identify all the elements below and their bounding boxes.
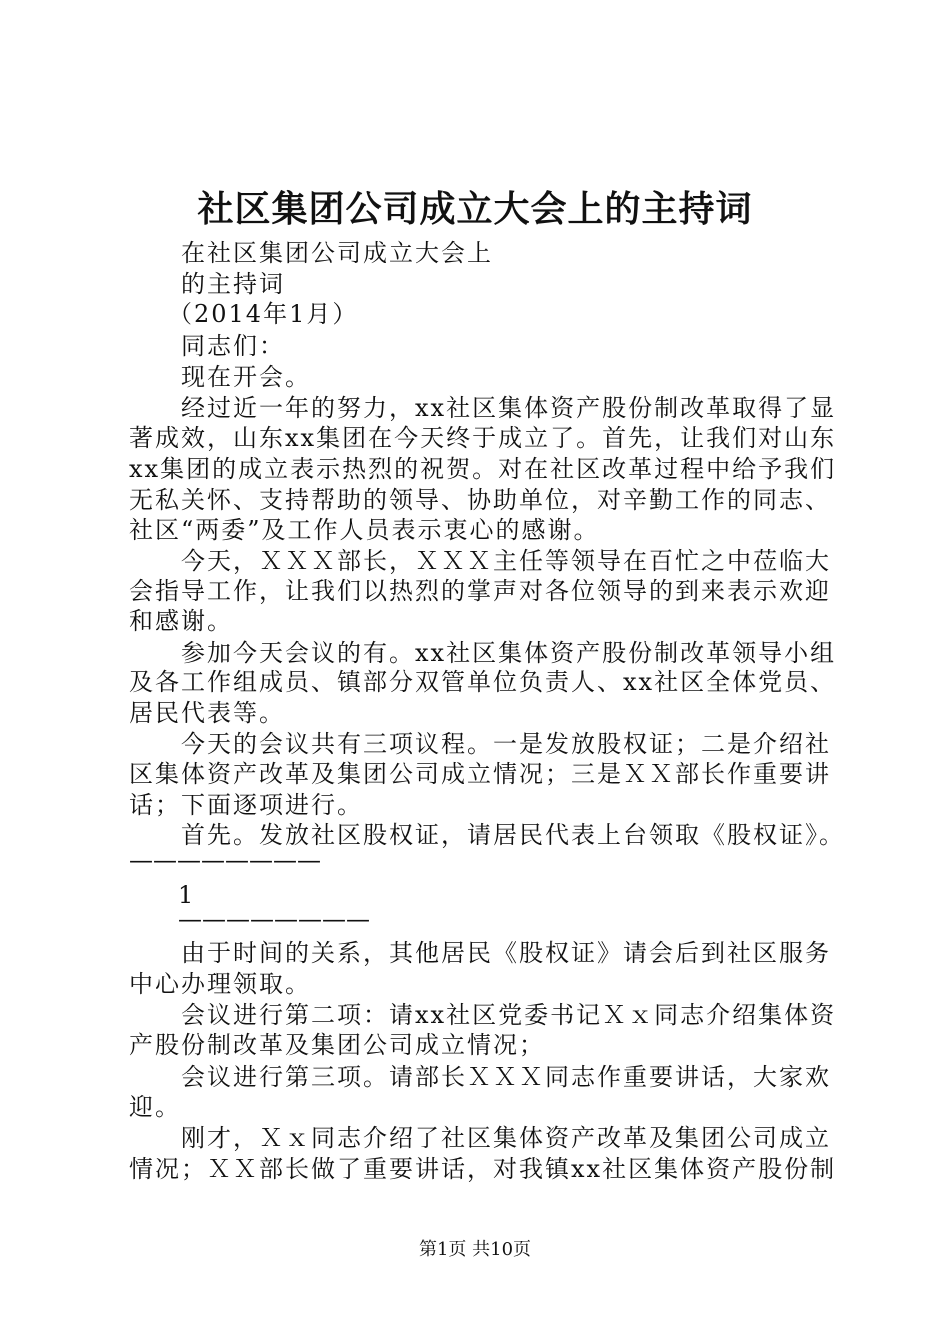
body-line: 社区“两委”及工作人员表示衷心的感谢。 (129, 516, 600, 544)
body-line: 首先。发放社区股权证，请居民代表上台领取《股权证》。 (181, 821, 845, 849)
body-line: 著成效，山东xx集团在今天终于成立了。首先，让我们对山东 (129, 424, 837, 452)
body-line: 无私关怀、支持帮助的领导、协助单位，对辛勤工作的同志、 (129, 486, 831, 514)
body-line: xx集团的成立表示热烈的祝贺。对在社区改革过程中给予我们 (129, 455, 837, 483)
body-line: 由于时间的关系，其他居民《股权证》请会后到社区服务 (181, 939, 831, 967)
page-footer: 第1页 共10页 (418, 1239, 532, 1260)
body-line: 迎。 (129, 1093, 181, 1121)
body-line: 现在开会。 (181, 363, 311, 391)
body-line: 会指导工作，让我们以热烈的掌声对各位领导的到来表示欢迎 (129, 577, 831, 605)
body-line: 经过近一年的努力，xx社区集体资产股份制改革取得了显 (181, 394, 837, 422)
body-line: 中心办理领取。 (129, 970, 311, 998)
body-line: 会议进行第二项：请xx社区党委书记Ｘｘ同志介绍集体资 (181, 1001, 837, 1029)
body-line: 的主持词 (181, 270, 285, 298)
body-line: 情况；ＸＸ部长做了重要讲话，对我镇xx社区集体资产股份制 (129, 1155, 837, 1183)
body-line: 在社区集团公司成立大会上 (181, 239, 493, 267)
body-line: 参加今天会议的有。xx社区集体资产股份制改革领导小组 (181, 639, 837, 667)
body-line: （2014年1月） (168, 300, 359, 328)
body-line: 居民代表等。 (129, 699, 285, 727)
body-line: 产股份制改革及集团公司成立情况； (129, 1031, 545, 1059)
separator-line: ———————— (178, 905, 370, 933)
separator-line: ———————— (129, 846, 321, 874)
body-line: 今天，ＸＸＸ部长，ＸＸＸ主任等领导在百忙之中莅临大 (181, 547, 831, 575)
body-line: 会议进行第三项。请部长ＸＸＸ同志作重要讲话，大家欢 (181, 1063, 831, 1091)
body-line: 今天的会议共有三项议程。一是发放股权证；二是介绍社 (181, 730, 831, 758)
body-line: 刚才，Ｘｘ同志介绍了社区集体资产改革及集团公司成立 (181, 1124, 831, 1152)
body-line: 同志们： (181, 332, 285, 360)
body-line: 及各工作组成员、镇部分双管单位负责人、xx社区全体党员、 (129, 668, 837, 696)
document-title: 社区集团公司成立大会上的主持词 (197, 188, 753, 230)
body-line: 区集体资产改革及集团公司成立情况；三是ＸＸ部长作重要讲 (129, 760, 831, 788)
body-line: 和感谢。 (129, 607, 233, 635)
body-line: 话；下面逐项进行。 (129, 791, 363, 819)
page-number-marker: 1 (178, 881, 196, 909)
